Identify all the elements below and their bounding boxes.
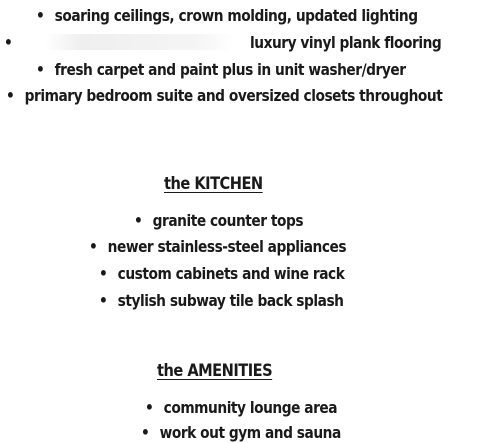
bullet-icon: • xyxy=(141,423,150,442)
list-item xyxy=(99,291,344,311)
list-item xyxy=(134,211,303,231)
bullet-icon: • xyxy=(89,237,98,256)
bullet-icon: • xyxy=(145,398,154,417)
list-item xyxy=(6,86,442,106)
list-item-text: custom cabinets and wine rack xyxy=(117,264,345,283)
list-item-text: granite counter tops xyxy=(152,211,304,230)
list-item-text: newer stainless-steel appliances xyxy=(107,237,347,256)
bullet-icon: • xyxy=(99,291,108,310)
bullet-icon: • xyxy=(134,211,143,230)
list-item xyxy=(89,237,346,257)
list-item xyxy=(36,60,406,80)
list-item xyxy=(141,423,341,443)
list-item-text: work out gym and sauna xyxy=(159,423,341,442)
list-item-text: luxury vinyl plank flooring xyxy=(250,33,442,52)
list-item xyxy=(4,33,23,53)
blurred-text-region xyxy=(44,34,234,50)
bullet-icon: • xyxy=(36,6,45,25)
bullet-icon: • xyxy=(4,33,13,52)
bullet-icon: • xyxy=(36,60,45,79)
bullet-icon: • xyxy=(99,264,108,283)
section-heading-kitchen: the KITCHEN xyxy=(164,174,263,194)
list-item-text: community lounge area xyxy=(163,398,338,417)
list-item-text: soaring ceilings, crown molding, updated lighting xyxy=(54,6,418,25)
section-heading-amenities: the AMENITIES xyxy=(157,361,273,381)
list-item-text: fresh carpet and paint plus in unit washer/dryer xyxy=(54,60,406,79)
list-item-text: stylish subway tile back splash xyxy=(117,291,344,310)
list-item xyxy=(145,398,337,418)
list-item xyxy=(99,264,344,284)
list-item-text: primary bedroom suite and oversized closets throughout xyxy=(24,86,443,105)
bullet-icon: • xyxy=(6,86,15,105)
list-item xyxy=(36,6,418,26)
